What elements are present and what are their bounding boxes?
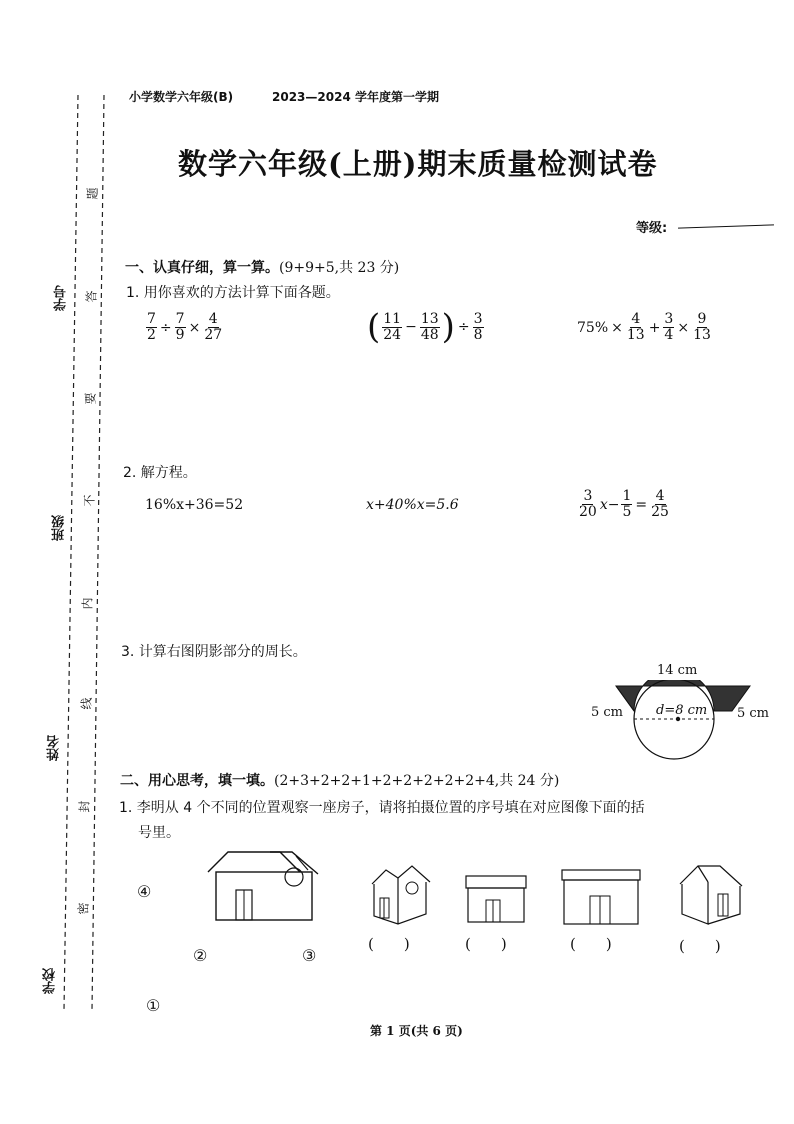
position-3: ③ [302, 946, 317, 965]
seal-char: 要 [83, 392, 98, 405]
position-4: ④ [137, 882, 152, 901]
binding-label-name: 姓名 [47, 735, 62, 761]
house-main-drawing [204, 850, 324, 926]
page-title: 数学六年级(上册)期末质量检测试卷 [178, 147, 658, 181]
seal-char: 密 [76, 902, 91, 915]
house-view-1 [368, 864, 432, 926]
binding-label-class: 班级 [52, 515, 67, 541]
binding-label-student-id: 学号 [54, 285, 69, 311]
figure-label-left: 5 cm [591, 705, 624, 720]
seal-char: 不 [82, 494, 97, 507]
section2-heading: 二、用心思考，填一填。(2+3+2+2+1+2+2+2+2+2+4,共 24 分) [120, 773, 560, 789]
q2-1-line1: 1. 李明从 4 个不同的位置观察一座房子，请将拍摄位置的序号填在对应图像下面的括 [119, 800, 645, 816]
shaded-figure [610, 680, 758, 766]
header-series: 小学数学六年级(B) [129, 90, 234, 104]
position-2: ② [193, 946, 208, 965]
grade-field[interactable] [678, 224, 774, 228]
binding-label-school: 学校 [43, 968, 58, 994]
q1-1-expression-3: 75% × $\frac{4}{13}$ + $\frac{3}{4}$ × $\frac{9}{13}$ [577, 311, 711, 343]
house-view-4 [678, 864, 744, 926]
answer-blank-3[interactable]: ( ) [570, 935, 612, 953]
seal-char: 线 [79, 697, 94, 710]
grade-label: 等级: [636, 221, 668, 236]
figure-label-right: 5 cm [737, 706, 770, 721]
equation-2: x+40%x=5.6 [366, 497, 459, 513]
house-view-3 [560, 868, 642, 926]
seal-char: 答 [84, 290, 99, 303]
equation-1: 16%x+36=52 [145, 497, 244, 513]
position-1: ① [146, 996, 161, 1015]
seal-char: 题 [85, 187, 100, 200]
seal-char: 内 [80, 597, 95, 610]
figure-label-top: 14 cm [657, 663, 698, 678]
q1-1-text: 1. 用你喜欢的方法计算下面各题。 [126, 285, 340, 301]
equation-3: $\frac{3}{20}$ x− $\frac{1}{5}$ = $\frac{4}{25}$ [579, 488, 669, 520]
figure-label-diameter: d=8 cm [656, 703, 708, 718]
q1-1-expression-2: ( $\frac{11}{24}$ − $\frac{13}{48}$ ) ÷ $\frac{3}{8}$ [367, 307, 483, 347]
answer-blank-2[interactable]: ( ) [465, 935, 507, 953]
page-footer: 第 1 页(共 6 页) [370, 1024, 463, 1038]
binding-margin-lines [0, 0, 120, 1124]
answer-blank-1[interactable]: ( ) [368, 935, 410, 953]
q2-1-line2: 号里。 [138, 825, 180, 841]
section1-heading: 一、认真仔细，算一算。(9+9+5,共 23 分) [125, 260, 400, 276]
house-view-2 [464, 874, 528, 924]
header-term: 2023—2024 学年度第一学期 [272, 90, 439, 104]
answer-blank-4[interactable]: ( ) [679, 937, 721, 955]
seal-char: 封 [77, 800, 92, 813]
q1-2-text: 2. 解方程。 [123, 465, 197, 481]
q1-3-text: 3. 计算右图阴影部分的周长。 [121, 644, 307, 660]
q1-1-expression-1: $\frac{7}{2}$ ÷ $\frac{7}{9}$ × $\frac{4}{27}$ [147, 311, 223, 343]
